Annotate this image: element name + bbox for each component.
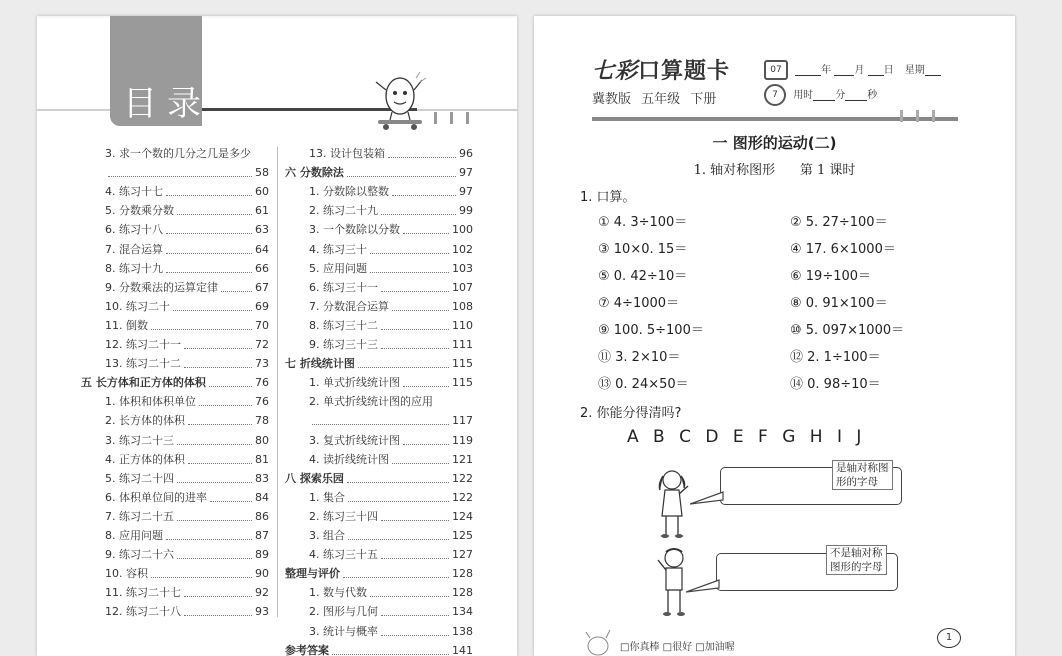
toc-leader-dots (358, 356, 449, 368)
toc-leader-dots (312, 413, 449, 425)
toc-entry-label: 6. 练习十八 (105, 223, 163, 237)
toc-leader-dots (151, 566, 252, 578)
toc-entry-row (309, 375, 473, 391)
day-blank (868, 65, 884, 76)
toc-entry-row (105, 165, 269, 181)
toc-leader-dots (210, 490, 252, 502)
toc-page-number: 108 (452, 299, 473, 313)
toc-entry-row (309, 490, 473, 506)
toc-entry-label: 6. 体积单位间的进率 (105, 490, 207, 504)
toc-entry-row (105, 528, 269, 544)
toc-entry-label: 1. 单式折线统计图 (309, 376, 400, 390)
minute-label: 分 (835, 90, 846, 101)
toc-entry-label: 3. 练习二十三 (105, 433, 174, 447)
toc-entry-label: 五 长方体和正方体的体积 (81, 376, 206, 390)
toc-entry-row (105, 299, 269, 315)
toc-entry-row (309, 242, 473, 258)
toc-entry-row (309, 413, 473, 429)
toc-entry-label: 2. 练习三十四 (309, 509, 378, 523)
toc-entry-row (105, 471, 269, 487)
toc-leader-dots (188, 452, 252, 464)
toc-section-row (285, 165, 473, 181)
toc-leader-dots (166, 528, 252, 540)
toc-leader-dots (343, 566, 449, 578)
toc-page-number: 115 (452, 376, 473, 390)
weekday-blank (925, 65, 941, 76)
month-label: 月 (854, 65, 865, 76)
toc-entry-label: 5. 分数乘分数 (105, 204, 174, 218)
toc-entry-label: 11. 练习二十七 (105, 586, 181, 600)
toc-leader-dots (348, 528, 449, 540)
toc-entry-label: 1. 集合 (309, 490, 345, 504)
toc-entry-label: 9. 练习三十三 (309, 338, 378, 351)
toc-page-number: 124 (452, 509, 473, 523)
toc-entry-row (105, 356, 269, 372)
toc-entry-label: 4. 读折线统计图 (309, 452, 389, 466)
toc-leader-dots (388, 146, 456, 158)
toc-page-number: 100 (452, 223, 473, 237)
toc-entry-row (105, 146, 269, 162)
toc-leader-dots (166, 184, 252, 196)
toc-entry-label: 3. 求一个数的几分之几是多少 (105, 147, 251, 160)
toc-leader-dots (381, 318, 449, 330)
toc-entry-row (309, 184, 473, 200)
toc-page-number: 107 (452, 280, 473, 294)
toc-entry-label: 12. 练习二十八 (105, 605, 181, 619)
toc-title: 目录 (123, 84, 211, 124)
toc-entry-row (105, 222, 269, 238)
toc-leader-dots (381, 337, 449, 349)
toc-entry-row (105, 337, 269, 353)
minute-blank (813, 90, 835, 101)
toc-leader-dots (370, 242, 449, 254)
toc-page-number: 67 (255, 280, 269, 294)
toc-page-number: 69 (255, 299, 269, 313)
toc-entry-row (105, 184, 269, 200)
bubble-tail-1 (690, 488, 724, 506)
toc-entry-label: 3. 统计与概率 (309, 624, 378, 638)
toc-leader-dots (166, 261, 252, 273)
page-edge (37, 16, 517, 18)
toc-entry-row (105, 413, 269, 429)
toc-leader-dots (392, 299, 449, 311)
lesson-title: 1. 轴对称图形 第 1 课时 (693, 163, 856, 178)
toc-page-number: 83 (255, 471, 269, 485)
bubble-not-symmetric-label (826, 545, 887, 575)
toc-leader-dots (173, 299, 252, 311)
toc-entry-row (309, 452, 473, 468)
toc-entry-label: 13. 练习二十二 (105, 357, 181, 371)
toc-page-number: 72 (255, 338, 269, 351)
toc-leader-dots (188, 413, 252, 425)
toc-entry-label: 4. 正方体的体积 (105, 452, 185, 466)
toc-entry-label: 5. 应用问题 (309, 261, 367, 275)
toc-page-number: 99 (459, 204, 473, 218)
toc-leader-dots (184, 604, 252, 616)
toc-leader-dots (403, 433, 449, 445)
toc-leader-dots (403, 375, 449, 387)
toc-leader-dots (199, 394, 252, 406)
toc-leader-dots (177, 547, 252, 559)
toc-entry-label: 2. 图形与几何 (309, 605, 378, 619)
toc-page-number: 87 (255, 529, 269, 542)
toc-page-number: 127 (452, 548, 473, 562)
toc-entry-row (105, 261, 269, 277)
toc-entry-row (105, 566, 269, 582)
toc-entry-label: 2. 练习二十九 (309, 204, 378, 218)
toc-page-number: 96 (459, 147, 473, 160)
toc-page-number: 70 (255, 318, 269, 332)
toc-page-number: 78 (255, 414, 269, 428)
toc-page-number: 76 (255, 376, 269, 390)
toc-page-number: 122 (452, 471, 473, 485)
clock-icon: 7 (764, 84, 786, 106)
toc-entry-row (309, 528, 473, 544)
toc-entry-row (309, 509, 473, 525)
toc-page-number: 97 (459, 166, 473, 180)
toc-entry-row (105, 280, 269, 296)
toc-page-number: 121 (452, 452, 473, 466)
toc-leader-dots (184, 337, 252, 349)
toc-page-number: 92 (255, 586, 269, 600)
toc-entry-label: 8. 应用问题 (105, 529, 163, 542)
toc-page-number: 90 (255, 567, 269, 581)
toc-leader-dots (184, 585, 252, 597)
toc-entry-row (309, 203, 473, 219)
year-label: 年 (821, 65, 832, 76)
toc-leader-dots (381, 547, 449, 559)
toc-entry-row (309, 547, 473, 563)
brand-prefix: 七彩 (592, 58, 639, 84)
toc-section-row (285, 471, 473, 487)
toc-leader-dots (209, 375, 252, 387)
toc-leader-dots (166, 222, 252, 234)
girl-illustration (652, 468, 692, 542)
bubble-symmetric-label-line1: 是轴对称图 (836, 462, 889, 474)
toc-entry-label: 六 分数除法 (285, 166, 344, 180)
calc-item: ⑫ 2. 1÷100＝ (790, 350, 881, 365)
toc-leader-dots (221, 280, 252, 292)
toc-page-number: 80 (255, 433, 269, 447)
toc-entry-label: 八 探索乐园 (285, 471, 344, 485)
toc-entry-label: 整理与评价 (285, 567, 340, 581)
toc-entry-label: 7. 练习二十五 (105, 509, 174, 523)
toc-entry-row (105, 318, 269, 334)
toc-page-number: 61 (255, 204, 269, 218)
toc-page-number: 115 (452, 357, 473, 371)
toc-entry-row (105, 433, 269, 449)
weekday-label: 星期 (904, 65, 925, 76)
toc-entry-row (309, 261, 473, 277)
second-blank (845, 90, 867, 101)
toc-entry-row (105, 242, 269, 258)
toc-entry-row (309, 222, 473, 238)
toc-entry-label: 3. 组合 (309, 529, 345, 542)
toc-section-row (285, 356, 473, 372)
question-1-label: 1. 口算。 (580, 190, 636, 205)
toc-leader-dots (381, 280, 449, 292)
toc-leader-dots (403, 222, 449, 234)
toc-page-number: 97 (459, 185, 473, 199)
toc-page-number: 138 (452, 624, 473, 638)
toc-entry-row (309, 318, 473, 334)
toc-leader-dots (332, 643, 449, 655)
toc-leader-dots (177, 471, 252, 483)
toc-leader-dots (392, 452, 449, 464)
toc-page-number: 117 (452, 414, 473, 428)
toc-entry-row (309, 299, 473, 315)
calc-item: ⑤ 0. 42÷10＝ (598, 269, 688, 284)
toc-page-number: 125 (452, 529, 473, 542)
toc-entry-row (309, 280, 473, 296)
evaluation-checkboxes: □你真棒 □很好 □加油喔 (620, 642, 735, 653)
bubble-tail-2 (686, 576, 720, 594)
toc-page-number: 134 (452, 605, 473, 619)
calc-item: ⑧ 0. 91×100＝ (790, 296, 888, 311)
toc-page-number: 60 (255, 185, 269, 199)
skateboard-mascot-illustration (372, 68, 482, 132)
toc-page-number: 89 (255, 548, 269, 562)
toc-leader-dots (347, 165, 456, 177)
toc-page-number: 128 (452, 567, 473, 581)
toc-page-number: 86 (255, 509, 269, 523)
toc-leader-dots (108, 165, 252, 177)
toc-entry-row (105, 547, 269, 563)
toc-leader-dots (177, 203, 252, 215)
toc-leader-dots (348, 490, 449, 502)
toc-leader-dots (177, 433, 252, 445)
month-blank (834, 65, 854, 76)
toc-page-number: 93 (255, 605, 269, 619)
toc-entry-label: 8. 练习十九 (105, 261, 163, 275)
calc-item: ⑬ 0. 24×50＝ (598, 377, 689, 392)
toc-entry-row (309, 394, 473, 410)
toc-entry-label: 2. 长方体的体积 (105, 414, 185, 428)
toc-entry-label: 七 折线统计图 (285, 357, 355, 371)
toc-page-number: 63 (255, 223, 269, 237)
toc-entry-label: 12. 练习二十一 (105, 338, 181, 351)
toc-page-number: 102 (452, 242, 473, 256)
toc-entry-label: 10. 练习二十 (105, 299, 170, 313)
toc-entry-row (105, 585, 269, 601)
toc-entry-label: 4. 练习三十五 (309, 548, 378, 562)
toc-entry-label: 9. 分数乘法的运算定律 (105, 280, 218, 294)
calendar-icon: 07 (764, 60, 788, 80)
calc-item: ① 4. 3÷100＝ (598, 215, 688, 230)
toc-leader-dots (151, 318, 252, 330)
brand-title: 口算题卡 (638, 58, 731, 84)
toc-entry-row (105, 490, 269, 506)
calc-item: ⑥ 19÷100＝ (790, 269, 872, 284)
toc-entry-row (105, 452, 269, 468)
calc-item: ⑪ 3. 2×10＝ (598, 350, 681, 365)
calc-item: ② 5. 27÷100＝ (790, 215, 888, 230)
toc-page-number: 128 (452, 586, 473, 600)
toc-entry-row (309, 585, 473, 601)
toc-page-number: 81 (255, 452, 269, 466)
bubble-not-symmetric-label-line2: 图形的字母 (830, 561, 883, 573)
second-label: 秒 (867, 90, 878, 101)
toc-page-number: 122 (452, 490, 473, 504)
calc-item: ④ 17. 6×1000＝ (790, 242, 896, 257)
bubble-symmetric-label (832, 460, 893, 490)
toc-leader-dots (166, 242, 252, 254)
toc-page-number: 66 (255, 261, 269, 275)
left-page-toc (37, 16, 517, 656)
toc-entry-label: 5. 练习二十四 (105, 471, 174, 485)
calc-item: ⑭ 0. 98÷10＝ (790, 377, 881, 392)
toc-section-row (81, 375, 269, 391)
edition-label: 冀教版 五年级 下册 (592, 92, 717, 107)
calc-item: ③ 10×0. 15＝ (598, 242, 688, 257)
toc-entry-label: 6. 练习三十一 (309, 280, 378, 294)
toc-leader-dots (347, 471, 449, 483)
toc-entry-label: 7. 混合运算 (105, 242, 163, 256)
question-2-label: 2. 你能分得清吗? (580, 406, 682, 421)
bubble-symmetric-label-line2: 形的字母 (836, 476, 878, 488)
toc-entry-label: 1. 数与代数 (309, 586, 367, 600)
column-divider (277, 147, 278, 617)
toc-entry-label: 参考答案 (285, 643, 329, 656)
toc-entry-label: 2. 单式折线统计图的应用 (309, 395, 433, 409)
toc-entry-row (105, 203, 269, 219)
toc-entry-label: 11. 倒数 (105, 318, 148, 332)
toc-entry-row (309, 624, 473, 640)
header-bar-ticks (898, 110, 938, 122)
toc-entry-label: 1. 体积和体积单位 (105, 395, 196, 409)
toc-page-number: 58 (255, 166, 269, 180)
right-page-exercise (534, 16, 1015, 656)
toc-entry-label: 10. 容积 (105, 567, 148, 581)
toc-leader-dots (381, 509, 449, 521)
calc-item: ⑩ 5. 097×1000＝ (790, 323, 905, 338)
toc-section-row (285, 566, 473, 582)
toc-page-number: 73 (255, 357, 269, 371)
page-number: 1 (937, 628, 961, 648)
day-label: 日 (883, 65, 894, 76)
toc-entry-row (309, 604, 473, 620)
toc-entry-row (105, 509, 269, 525)
toc-entry-label: 3. 一个数除以分数 (309, 223, 400, 237)
time-label: 用时 (793, 90, 814, 101)
toc-page-number: 119 (452, 433, 473, 447)
toc-page-number: 76 (255, 395, 269, 409)
toc-page-number: 84 (255, 490, 269, 504)
toc-entry-label: 4. 练习十七 (105, 185, 163, 199)
toc-leader-dots (370, 585, 449, 597)
toc-page-number: 64 (255, 242, 269, 256)
toc-entry-row (309, 337, 473, 353)
toc-leader-dots (177, 509, 252, 521)
toc-entry-row (309, 433, 473, 449)
toc-entry-label: 8. 练习三十二 (309, 318, 378, 332)
toc-leader-dots (381, 624, 449, 636)
toc-entry-row (105, 604, 269, 620)
toc-leader-dots (381, 203, 456, 215)
toc-page-number: 103 (452, 261, 473, 275)
footer-mascot-icon (582, 626, 622, 656)
toc-entry-row (105, 394, 269, 410)
toc-page-number: 111 (452, 338, 473, 351)
toc-page-number: 110 (452, 318, 473, 332)
toc-entry-label: 1. 分数除以整数 (309, 185, 389, 199)
toc-page-number: 141 (452, 643, 473, 656)
calc-item: ⑦ 4÷1000＝ (598, 296, 680, 311)
letter-sequence: A B C D E F G H I J (627, 427, 863, 447)
toc-leader-dots (381, 604, 449, 616)
toc-entry-label: 4. 练习三十 (309, 242, 367, 256)
toc-entry-label: 13. 设计包装箱 (309, 147, 385, 160)
calc-item: ⑨ 100. 5÷100＝ (598, 323, 704, 338)
toc-leader-dots (370, 261, 449, 273)
toc-section-row (285, 643, 473, 656)
toc-entry-label: 7. 分数混合运算 (309, 299, 389, 313)
unit-title: 一 图形的运动(二) (712, 134, 837, 152)
toc-leader-dots (184, 356, 252, 368)
bubble-not-symmetric-label-line1: 不是轴对称 (830, 547, 883, 559)
toc-entry-row (309, 146, 473, 162)
brand-logo (592, 54, 730, 85)
toc-leader-dots (392, 184, 456, 196)
year-blank (795, 65, 821, 76)
toc-entry-label: 3. 复式折线统计图 (309, 433, 400, 447)
toc-entry-label: 9. 练习二十六 (105, 548, 174, 562)
